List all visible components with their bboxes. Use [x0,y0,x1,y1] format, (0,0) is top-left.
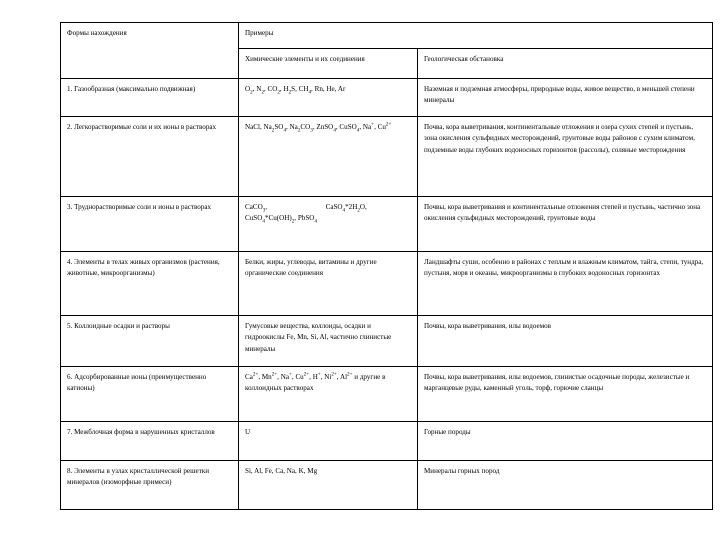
table-row [61,197,713,252]
cell-chemical: NaCl, $Na_2SO_4$, $Na_2CO_3$, ZnSO$_4$, CuSO$_4$, Na+, $Cu^{2+}$ [239,117,418,197]
cell-form: 3. Труднорастворимые соли и ионы в растворах [61,197,239,252]
cell-chemical: Белки, жиры, углеводы, витамины и другие органические соединения [239,252,418,316]
cell-form: 4. Элементы в телах живых организмов (растения, животные, микроорганизмы) [61,252,239,316]
header-examples: Примеры [239,23,713,49]
cell-geological: Почвы, кора выветривания, илы водоемов, глинистые осадочные породы, железистые и марганцевые руды, каменный уголь, торф, горючие сланцы [418,367,713,422]
cell-chemical: $O_2$, $N_2$, $CO_2$, $H_2S$, $CH_4$, Rn, He, Ar [239,79,418,117]
table-row [61,367,713,422]
cell-form: 8. Элементы в узлах кристаллической решетки минералов (изоморфные примеси) [61,461,239,510]
table-row [61,117,713,197]
cell-form: 5. Коллоидные осадки и растворы [61,316,239,367]
header-geological-setting: Геологическая обстановка [418,49,713,79]
table-row [61,79,713,117]
cell-chemical: $Ca^{2+}$, $Mn^{2+}$, Na+, $Cu^{2+}$, H+, $Ni^{2+}$, $Al^{2+}$ и другие в коллоидных растворах [239,367,418,422]
header-forms-of-occurrence: Формы нахождения [61,23,239,79]
cell-chemical: U [239,422,418,461]
cell-geological: Минералы горных пород [418,461,713,510]
table-header-row-top [61,23,713,49]
cell-geological: Почва, кора выветривания, континентальные отложения и озера сухих степей и пустынь, зона окисления сульфидных месторождений, грунтовые воды районов с сухим климатом, подземные воды глубоких водоносных горизонтов (рассолы), соляные месторождения [418,117,713,197]
cell-chemical: Si, Al, Fe, Ca, Na, K, Mg [239,461,418,510]
cell-geological: Почвы, кора выветривания и континентальные отложения степей и пустынь, частично зона окисления сульфидных месторождений, грунтовые воды [418,197,713,252]
cell-form: 6. Адсорбированные ионы (преимущественно катионы) [61,367,239,422]
table-row [61,316,713,367]
cell-geological: Почвы, кора выветривания, илы водоемов [418,316,713,367]
table-row [61,422,713,461]
cell-geological: Наземная и подземная атмосферы, природные воды, живое вещество, в меньшей степени минералы [418,79,713,117]
cell-geological: Ландшафты суши, особенно в районах с теплым и влажным климатом, тайга, степи, тундра, пустыня, моря и океаны, микроорганизмы в глубоких водоносных горизонтах [418,252,713,316]
cell-form: 2. Легкорастворимые соли и их ионы в растворах [61,117,239,197]
header-chemical-elements: Химические элементы и их соединения [239,49,418,79]
table-row [61,461,713,510]
cell-chemical: CaCO$_3$, $CaSO_4*2H_2O$, $CuSO_4*Cu(OH)_2$, PbSO$_4$ [239,197,418,252]
cell-form: 7. Межблочная форма в нарушенных кристаллов [61,422,239,461]
cell-chemical: Гумусовые вещества, коллоиды, осадки и гидроокислы Fe, Mn, Si, Al, частично глинистые минералы [239,316,418,367]
cell-geological: Горные породы [418,422,713,461]
table-row [61,252,713,316]
cell-form: 1. Газообразная (максимально подвижная) [61,79,239,117]
forms-of-occurrence-table [60,22,713,510]
